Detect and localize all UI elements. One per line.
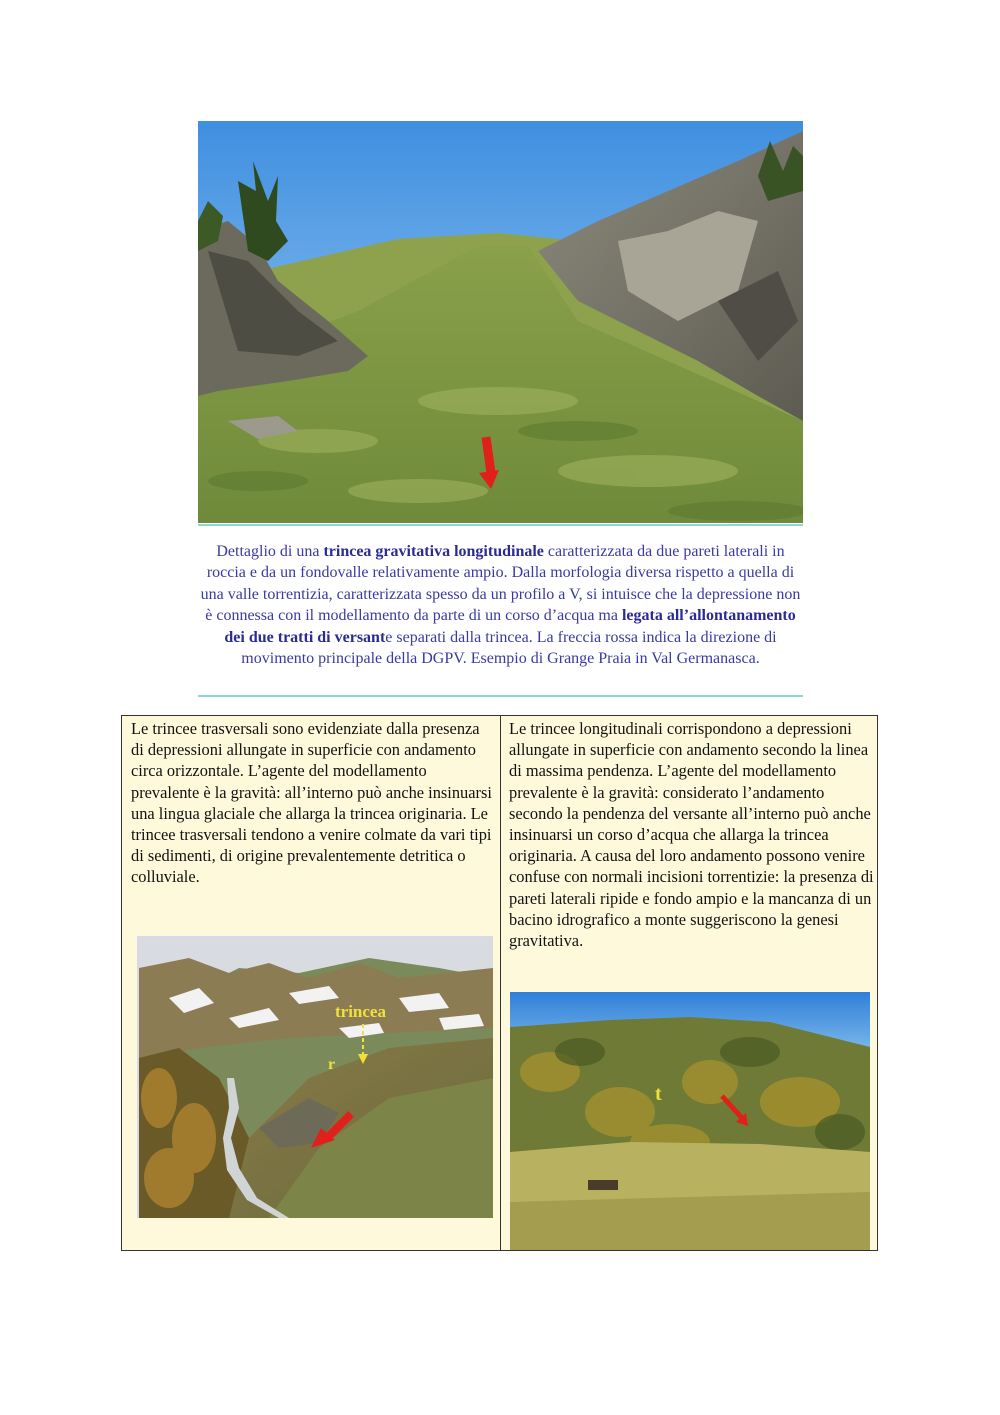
trincea-label: trincea xyxy=(335,1002,386,1021)
t-label: t xyxy=(655,1083,662,1105)
transverse-trench-text: Le trincee trasversali sono evidenziate dalla presenza di depressioni allungate in superficie con andamento circa orizzontale. L’agente del modellamento prevalente è la gravità: all’interno può anche insinuarsi una lingua glaciale che allarga la trincea originaria. Le trincee trasversali tendono a venire colmate da vari tipi di sedimenti, di origine prevalentemente detritica o colluviale. xyxy=(131,719,492,887)
caption-bold-text: legata all’allontanamento dei due tratti di versant xyxy=(224,607,796,646)
caption-text: e separati dalla trincea. La freccia rossa indica la direzione di movimento principale della DGPV. Esempio di Grange Praia in Val Germanasca. xyxy=(241,628,777,668)
longitudinal-trench-photo xyxy=(510,992,870,1250)
caption-rule-bottom xyxy=(198,695,803,697)
trench-comparison-table xyxy=(121,715,878,1251)
caption-bold-text: trincea gravitativa longitudinale xyxy=(323,543,544,560)
column-divider xyxy=(500,716,501,1250)
caption-rule-top xyxy=(198,524,803,526)
figure-caption xyxy=(198,541,803,669)
transverse-trench-photo xyxy=(137,936,493,1218)
trench-photo xyxy=(198,121,803,523)
caption-text: caratterizzata da due pareti laterali in roccia e da un fondovalle relativamente ampio. Dalla morfologia diversa rispetto a quella di una valle torrentizia, caratterizzata spesso da un profilo a V, si intuisce che la depressione non è connessa con il modellamento da parte di un corso d’acqua ma xyxy=(200,543,801,625)
caption-text: Dettaglio di una xyxy=(216,543,324,560)
r-label: r xyxy=(328,1056,336,1073)
longitudinal-trench-text: Le trincee longitudinali corrispondono a depressioni allungate in superficie con andamento secondo la linea di massima pendenza. L’agente del modellamento prevalente è la gravità: considerato l’andamento secondo la pendenza del versante all’interno può anche insinuarsi un corso d’acqua che allarga la trincea originaria. A causa del loro andamento possono venire confuse con normali incisioni torrentizie: la presenza di pareti laterali ripide e fondo ampio e la mancanza di un bacino idrografico a monte suggeriscono la genesi gravitativa. xyxy=(509,719,874,951)
